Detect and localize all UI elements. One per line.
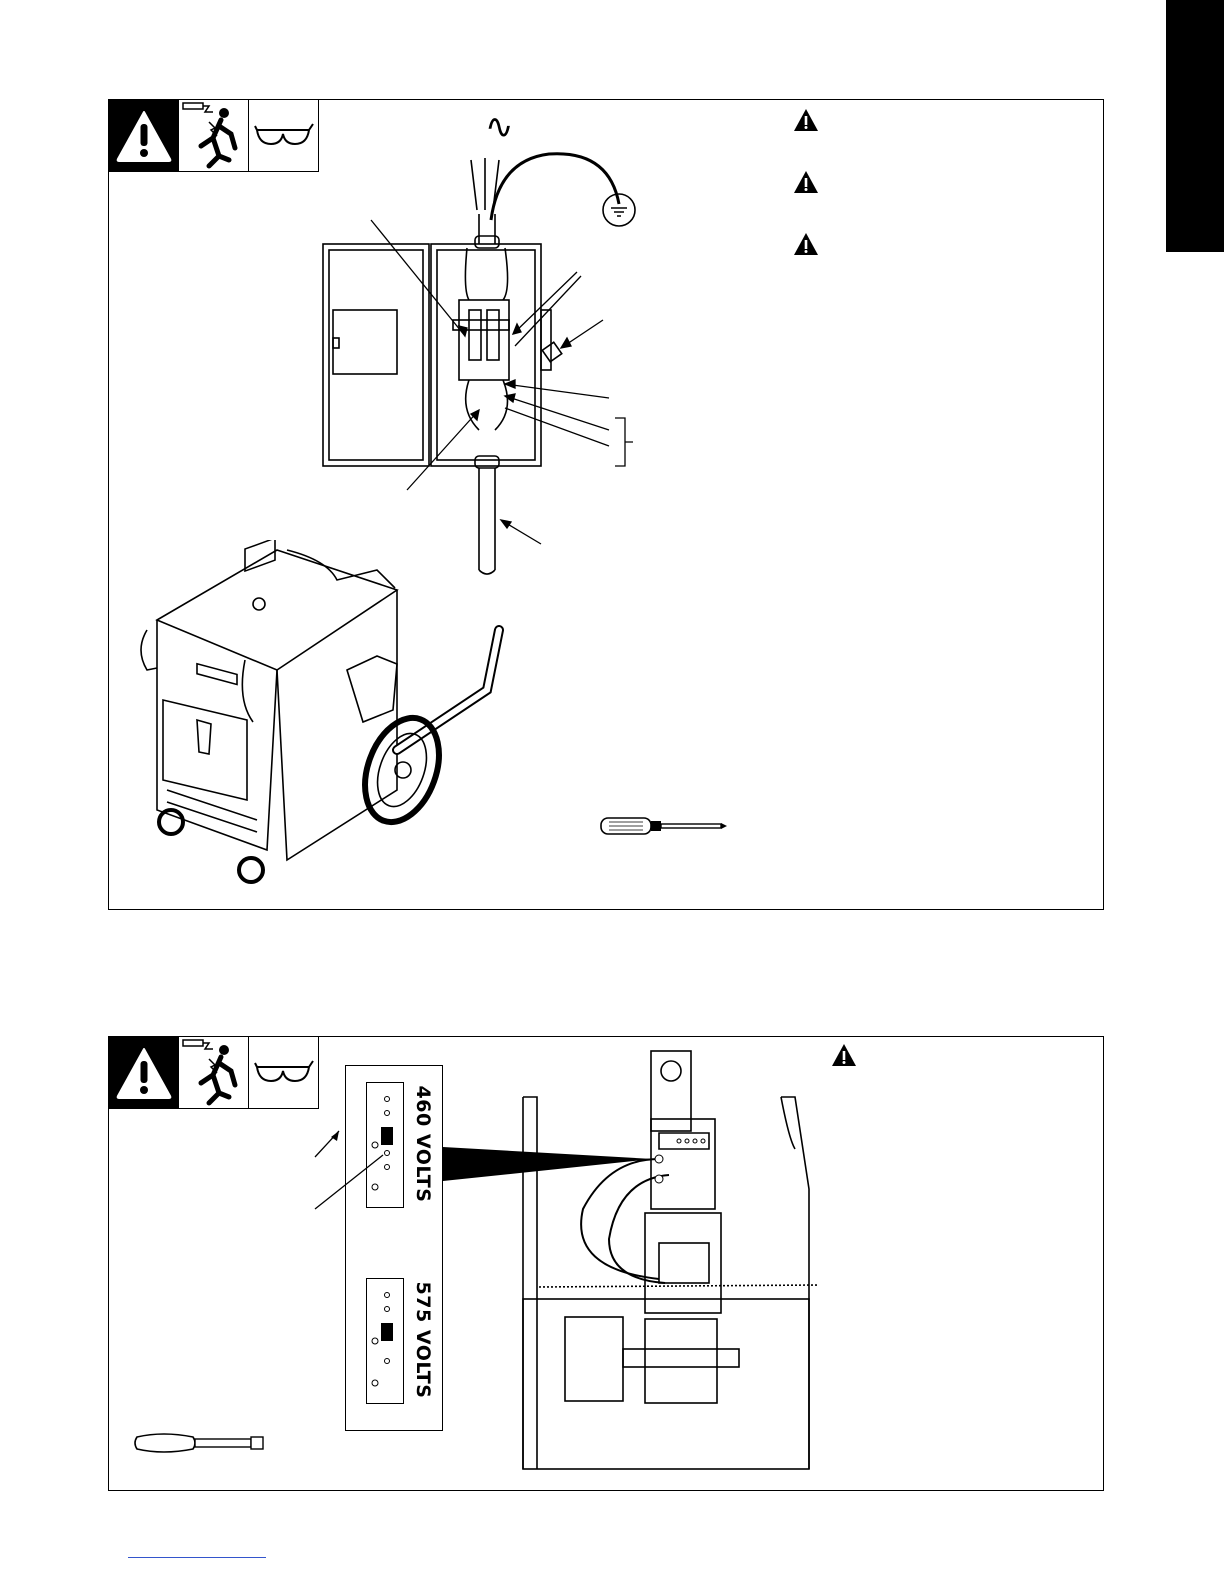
warning-triangle-icon	[115, 1046, 173, 1100]
warning-triangle-icon	[793, 170, 819, 194]
hazard-box	[109, 1037, 179, 1109]
hazard-box	[109, 100, 179, 172]
screwdriver-icon	[599, 812, 729, 840]
electric-shock-icon	[179, 100, 249, 172]
safety-icon-strip	[109, 1037, 319, 1109]
warning-triangle-icon	[831, 1043, 857, 1067]
label-575-volts: 575 VOLTS	[412, 1281, 434, 1399]
ac-symbol: ∿	[485, 108, 514, 146]
warning-triangle-icon	[115, 109, 173, 163]
warning-triangle-icon	[793, 232, 819, 256]
welder-unit-illustration	[127, 540, 527, 890]
goggles-box	[249, 100, 319, 172]
input-connection-panel	[108, 99, 1104, 910]
shock-box	[179, 100, 249, 172]
safety-glasses-icon	[249, 100, 319, 172]
footer-rule	[128, 1557, 266, 1558]
shock-box	[179, 1037, 249, 1109]
safety-glasses-icon	[249, 1037, 319, 1109]
machine-interior-illustration	[519, 1049, 829, 1479]
safety-icon-strip	[109, 100, 319, 172]
warning-triangle-icon	[793, 108, 819, 132]
label-460-volts: 460 VOLTS	[412, 1085, 434, 1203]
voltage-jumper-panel	[108, 1036, 1104, 1491]
goggles-box	[249, 1037, 319, 1109]
screwdriver-icon	[133, 1429, 273, 1457]
electric-shock-icon	[179, 1037, 249, 1109]
disconnect-box-illustration	[319, 150, 659, 580]
leader-lines	[309, 1117, 409, 1237]
section-tab	[1166, 0, 1224, 252]
